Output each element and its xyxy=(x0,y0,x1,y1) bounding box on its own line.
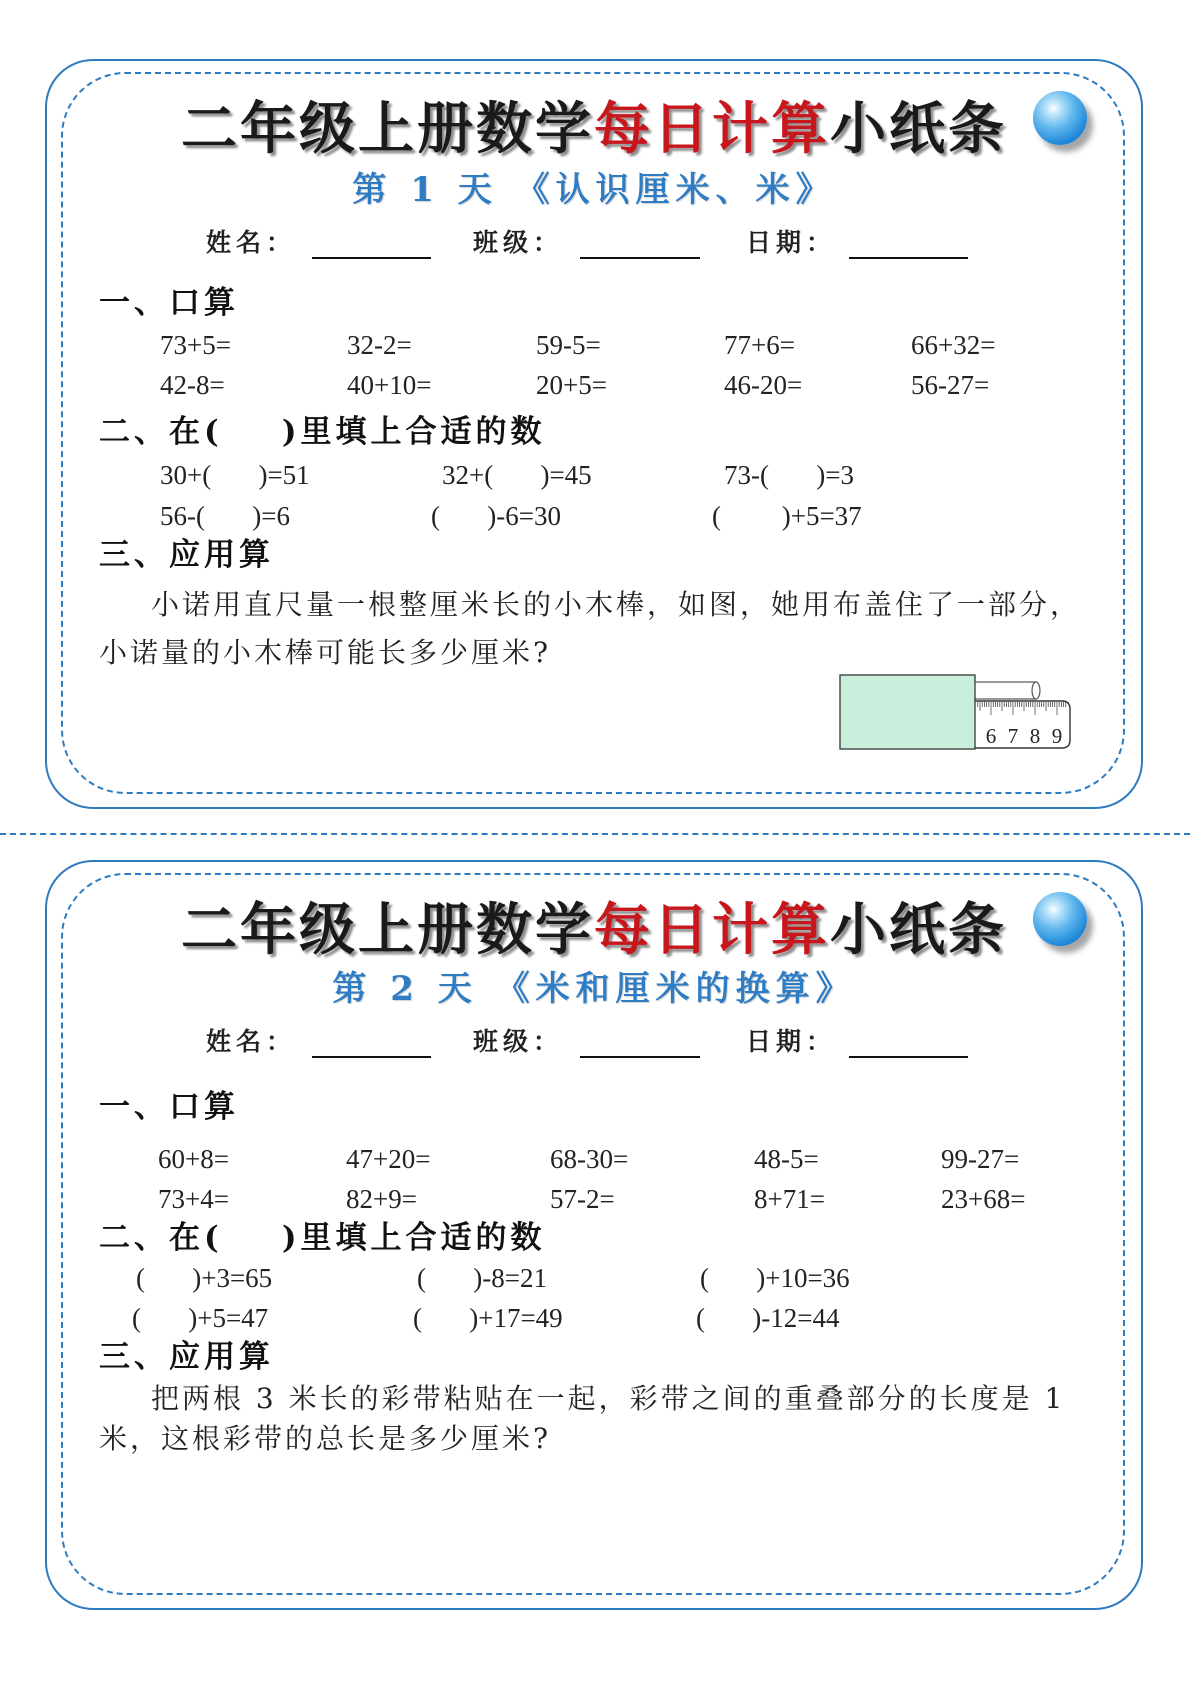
date-label: 日期： xyxy=(746,1027,837,1056)
oral-problem: 40+10= xyxy=(347,370,432,400)
blue-sphere-icon xyxy=(1033,91,1087,145)
oral-problem: 32-2= xyxy=(347,330,412,360)
fill-blank-problem: ( )+3=65 xyxy=(136,1263,273,1293)
oral-problem: 20+5= xyxy=(536,370,607,400)
title-highlight: 每日计算 xyxy=(594,897,830,963)
oral-problem: 59-5= xyxy=(536,330,601,360)
title-highlight: 每日计算 xyxy=(594,96,830,162)
cloth-cover xyxy=(840,675,975,749)
name-label: 姓名： xyxy=(206,228,297,257)
oral-problem: 48-5= xyxy=(754,1144,819,1174)
oral-problem: 77+6= xyxy=(724,330,795,360)
ruler-figure xyxy=(834,670,1074,756)
word-problem-line: 把两根 3 米长的彩带粘贴在一起，彩带之间的重叠部分的长度是 1 xyxy=(151,1382,1066,1415)
oral-problem: 60+8= xyxy=(158,1144,229,1174)
daily-calc-slip-day-2 xyxy=(45,860,1143,1610)
day-subtitle: 第 1 天 《认识厘米、米》 xyxy=(352,170,836,210)
title-lead: 二年级上册数学 xyxy=(181,897,594,963)
fill-blank-problem: ( )+5=47 xyxy=(132,1303,269,1333)
oral-problem: 73+4= xyxy=(158,1184,229,1214)
title-lead: 二年级上册数学 xyxy=(181,96,594,162)
cut-line-separator xyxy=(0,833,1190,835)
oral-problem: 82+9= xyxy=(346,1184,417,1214)
fill-blank-problem: ( )+10=36 xyxy=(700,1263,850,1293)
fill-blank-problem: ( )+17=49 xyxy=(413,1303,563,1333)
date-blank xyxy=(849,229,968,259)
class-blank xyxy=(580,229,700,259)
word-problem-line: 小诺量的小木棒可能长多少厘米? xyxy=(99,636,552,669)
name-blank xyxy=(312,229,431,259)
oral-problem: 47+20= xyxy=(346,1144,431,1174)
oral-problem: 57-2= xyxy=(550,1184,615,1214)
date-label: 日期： xyxy=(746,228,837,257)
day-subtitle: 第 2 天 《米和厘米的换算》 xyxy=(332,969,856,1009)
slip-title xyxy=(47,898,1141,962)
class-label: 班级： xyxy=(473,1027,564,1056)
slip-title xyxy=(47,97,1141,161)
fill-blank-problem: 32+( )=45 xyxy=(442,460,592,490)
fill-blank-problem: ( )-6=30 xyxy=(431,501,561,531)
daily-calc-slip-day-1 xyxy=(45,59,1143,809)
class-blank xyxy=(580,1028,700,1058)
oral-problem: 68-30= xyxy=(550,1144,629,1174)
oral-problem: 23+68= xyxy=(941,1184,1026,1214)
title-tail: 小纸条 xyxy=(830,897,1007,963)
oral-problem: 46-20= xyxy=(724,370,803,400)
word-problem-line: 米，这根彩带的总长是多少厘米? xyxy=(99,1422,552,1455)
fill-blank-section-heading: 二、在( )里填上合适的数 xyxy=(99,1220,546,1256)
ruler-label: 9 xyxy=(1051,724,1063,748)
blue-sphere-icon xyxy=(1033,892,1087,946)
word-problem-section-heading: 三、应用算 xyxy=(99,1339,274,1375)
title-tail: 小纸条 xyxy=(830,96,1007,162)
stick-end xyxy=(1032,682,1040,699)
date-blank xyxy=(849,1028,968,1058)
oral-problem: 42-8= xyxy=(160,370,225,400)
oral-section-heading: 一、口算 xyxy=(99,1089,239,1125)
fill-blank-problem: ( )-8=21 xyxy=(417,1263,547,1293)
oral-problem: 99-27= xyxy=(941,1144,1020,1174)
fill-blank-problem: 73-( )=3 xyxy=(724,460,854,490)
fill-blank-problem: ( )-12=44 xyxy=(696,1303,840,1333)
fill-blank-problem: ( )+5=37 xyxy=(712,501,862,531)
name-blank xyxy=(312,1028,431,1058)
fill-blank-section-heading: 二、在( )里填上合适的数 xyxy=(99,414,546,450)
oral-problem: 8+71= xyxy=(754,1184,825,1214)
oral-problem: 66+32= xyxy=(911,330,996,360)
word-problem-section-heading: 三、应用算 xyxy=(99,537,274,573)
fill-blank-problem: 56-( )=6 xyxy=(160,501,290,531)
word-problem-line: 小诺用直尺量一根整厘米长的小木棒，如图，她用布盖住了一部分， xyxy=(151,588,1082,621)
ruler-label: 6 xyxy=(985,724,997,748)
oral-section-heading: 一、口算 xyxy=(99,285,239,321)
fill-blank-problem: 30+( )=51 xyxy=(160,460,310,490)
oral-problem: 56-27= xyxy=(911,370,990,400)
ruler-label: 7 xyxy=(1007,724,1019,748)
name-label: 姓名： xyxy=(206,1027,297,1056)
oral-problem: 73+5= xyxy=(160,330,231,360)
class-label: 班级： xyxy=(473,228,564,257)
ruler-label: 8 xyxy=(1029,724,1041,748)
